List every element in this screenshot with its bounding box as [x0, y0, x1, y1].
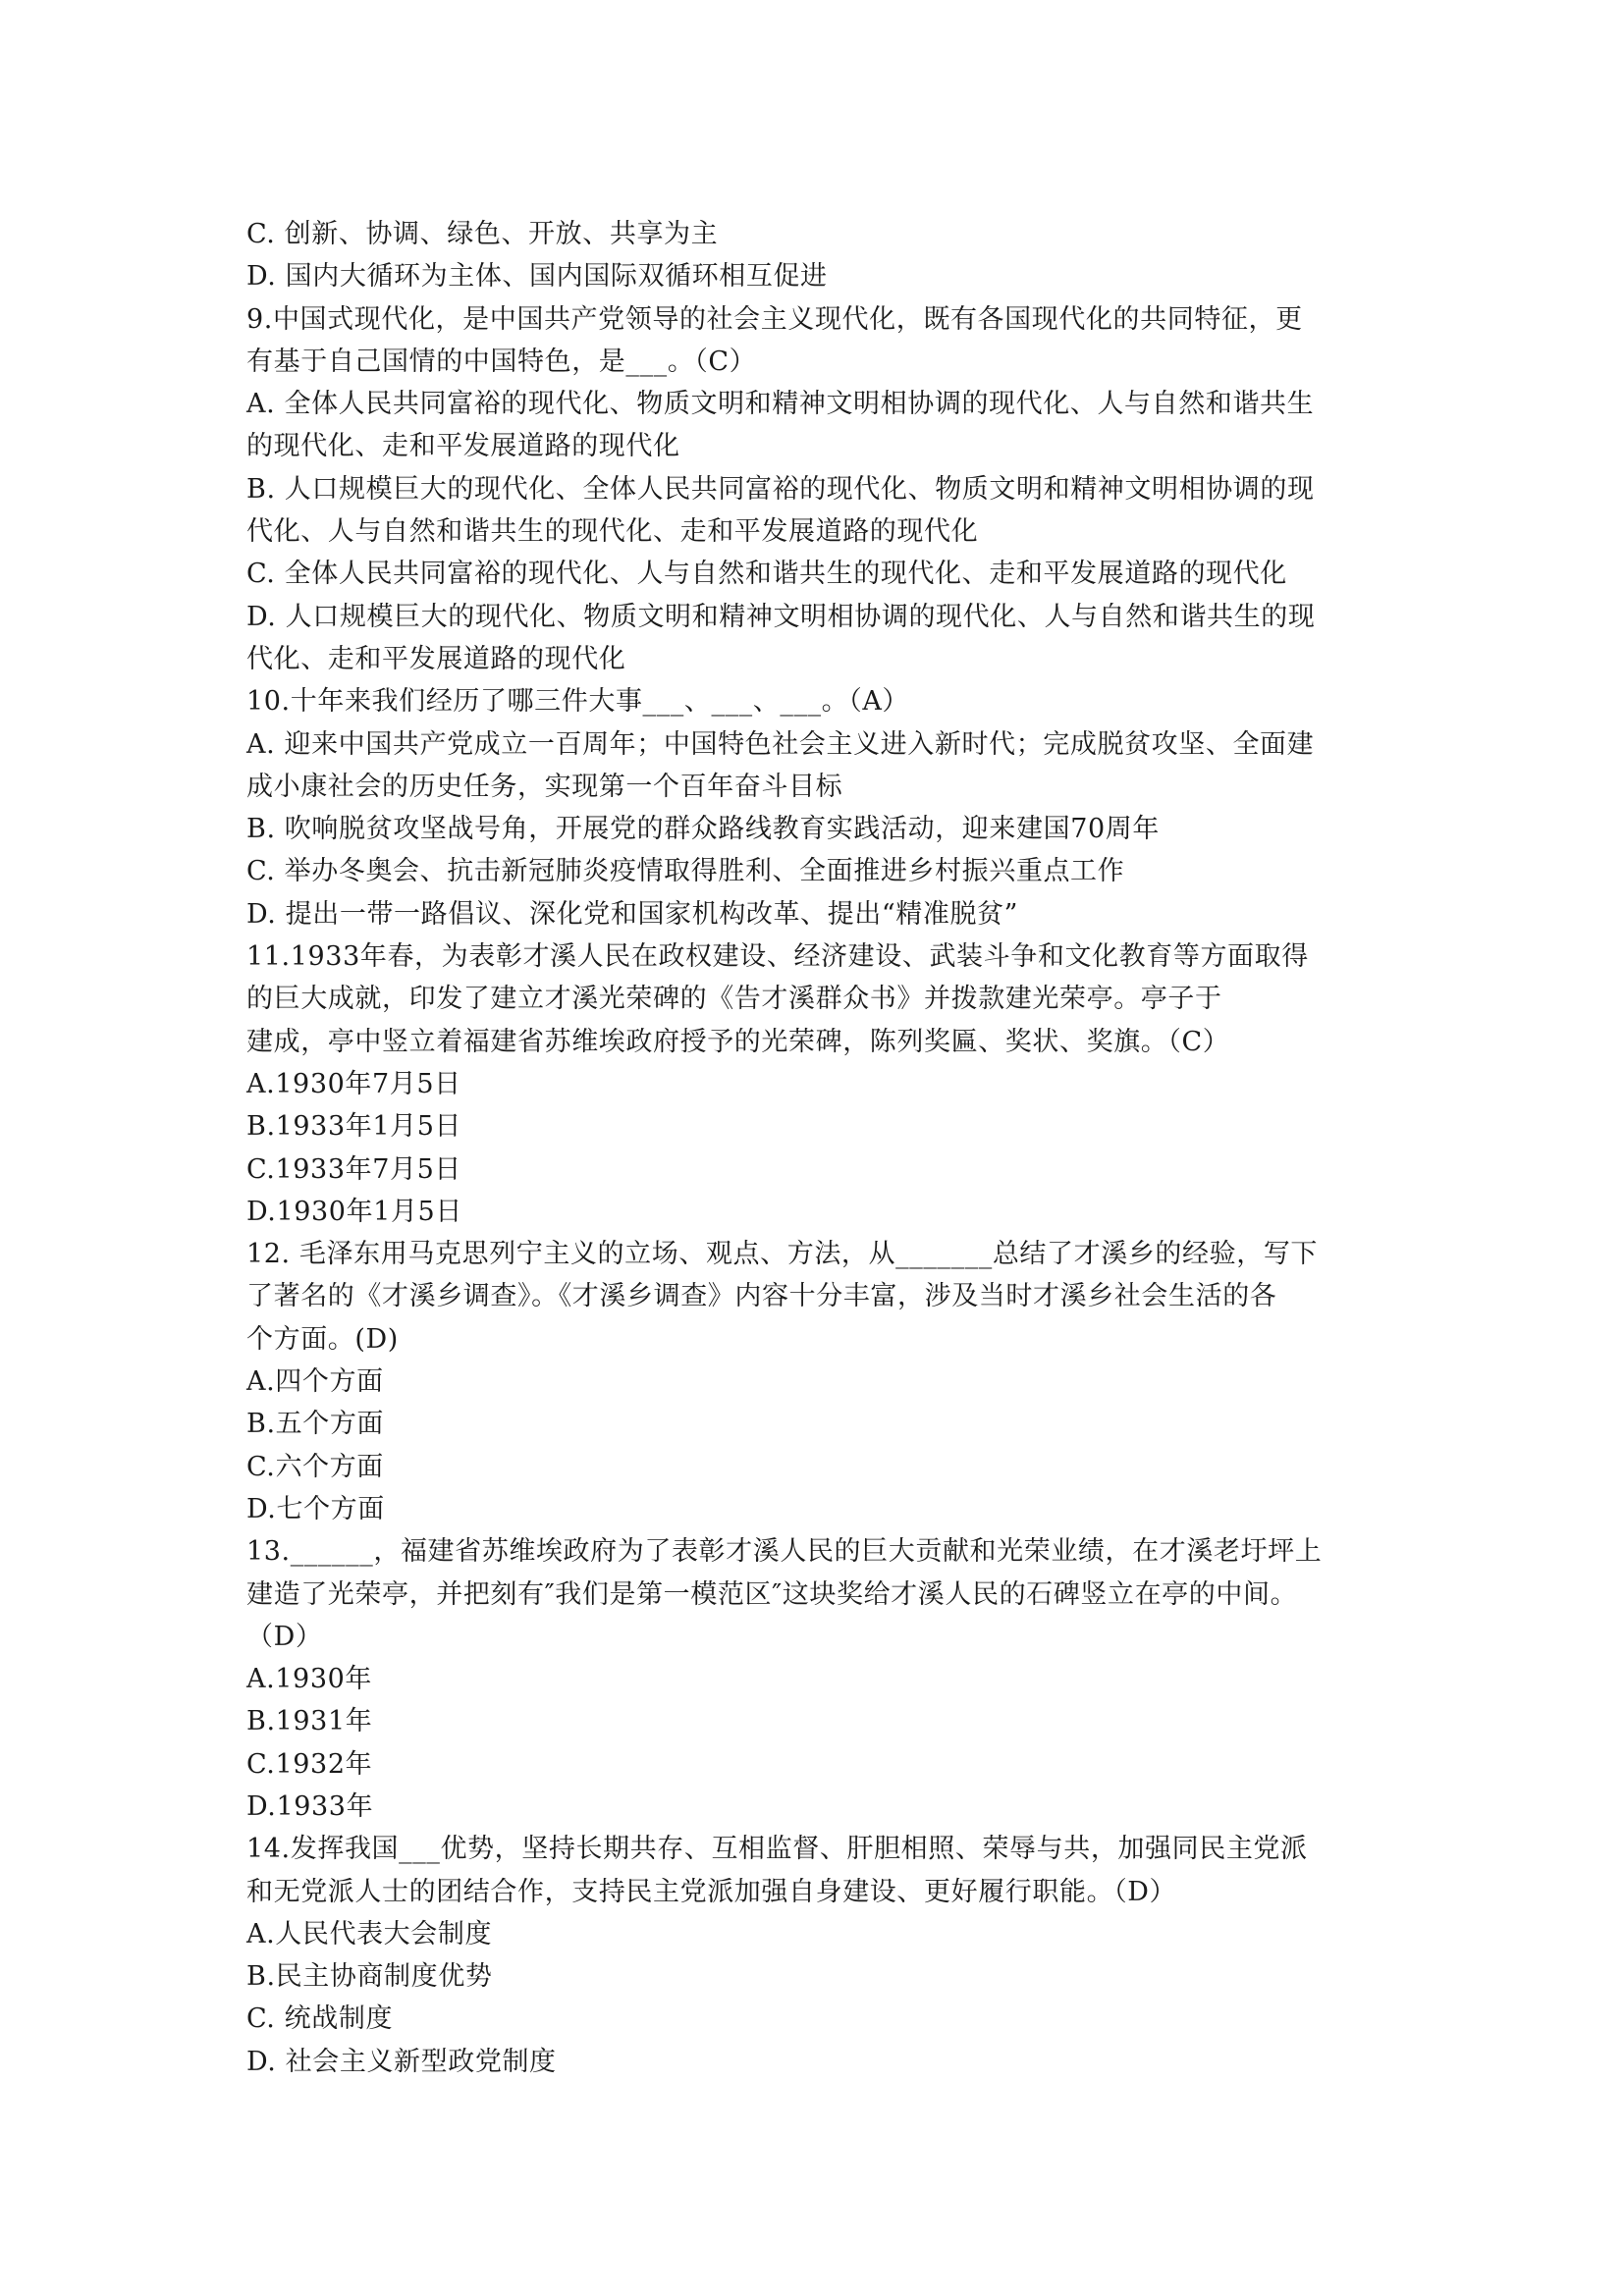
question-11-option-b: B.1933年1月5日: [246, 1111, 462, 1143]
question-12-option-d: D.七个方面: [246, 1493, 385, 1524]
question-11-option-a: A.1930年7月5日: [246, 1068, 461, 1099]
question-9-option-c: C. 全体人民共同富裕的现代化、人与自然和谐共生的现代化、走和平发展道路的现代化: [246, 559, 1287, 590]
question-13-option-d: D.1933年: [246, 1790, 374, 1822]
question-9-option-a: A. 全体人民共同富裕的现代化、物质文明和精神文明相协调的现代化、人与自然和谐共生: [246, 389, 1315, 420]
question-13-stem: 建造了光荣亭，并把刻有″我们是第一模范区″这块奖给才溪人民的石碑竖立在亭的中间。: [246, 1578, 1298, 1610]
question-12-option-b: B.五个方面: [246, 1409, 385, 1440]
question-9-stem: 9.中国式现代化，是中国共产党领导的社会主义现代化，既有各国现代化的共同特征，更: [246, 303, 1303, 335]
question-9-stem: 有基于自己国情的中国特色，是___。（C）: [246, 346, 757, 377]
question-12-option-c: C.六个方面: [246, 1451, 384, 1482]
question-13-option-b: B.1931年: [246, 1706, 373, 1737]
question-10-option-b: B. 吹响脱贫攻坚战号角，开展党的群众路线教育实践活动，迎来建国70周年: [246, 814, 1160, 845]
question-13-answer: （D）: [246, 1621, 323, 1652]
question-9-option-a: 的现代化、走和平发展道路的现代化: [246, 431, 680, 462]
question-9-option-b: B. 人口规模巨大的现代化、全体人民共同富裕的现代化、物质文明和精神文明相协调的现: [246, 473, 1315, 505]
question-10-option-d: D. 提出一带一路倡议、深化党和国家机构改革、提出“精准脱贫”: [246, 898, 1019, 930]
question-11-stem: 的巨大成就，印发了建立才溪光荣碑的《告才溪群众书》并拨款建光荣亭。亭子于: [246, 984, 1222, 1015]
text-line: C. 创新、协调、绿色、开放、共享为主: [246, 219, 719, 249]
question-9-option-b: 代化、人与自然和谐共生的现代化、走和平发展道路的现代化: [246, 516, 979, 548]
question-11-option-c: C.1933年7月5日: [246, 1153, 461, 1185]
question-12-stem: 个方面。(D): [246, 1323, 399, 1355]
question-14-stem: 14.发挥我国___优势，坚持长期共存、互相监督、肝胆相照、荣辱与共，加强同民主党派: [246, 1834, 1308, 1865]
question-14-stem: 和无党派人士的团结合作，支持民主党派加强自身建设、更好履行职能。（D）: [246, 1876, 1177, 1907]
question-13-stem: 13.______，福建省苏维埃政府为了表彰才溪人民的巨大贡献和光荣业绩，在才溪老圩坪上: [246, 1536, 1323, 1568]
question-11-stem: 建成，亭中竖立着福建省苏维埃政府授予的光荣碑，陈列奖匾、奖状、奖旗。（C）: [246, 1026, 1230, 1057]
question-9-option-d: 代化、走和平发展道路的现代化: [246, 643, 626, 674]
question-14-option-a: A.人民代表大会制度: [246, 1918, 493, 1949]
question-11-stem: 11.1933年春，为表彰才溪人民在政权建设、经济建设、武装斗争和文化教育等方面取得: [246, 941, 1309, 973]
question-13-option-c: C.1932年: [246, 1748, 373, 1780]
question-11-option-d: D.1930年1月5日: [246, 1196, 462, 1227]
question-9-option-d: D. 人口规模巨大的现代化、物质文明和精神文明相协调的现代化、人与自然和谐共生的现: [246, 601, 1316, 632]
question-10-stem: 10.十年来我们经历了哪三件大事___、___、___。（A）: [246, 686, 910, 718]
document-page: [246, 213, 1385, 2083]
question-12-stem: 了著名的《才溪乡调查》。《才溪乡调查》内容十分丰富，涉及当时才溪乡社会生活的各: [246, 1281, 1277, 1312]
text-line: D. 国内大循环为主体、国内国际双循环相互促进: [246, 261, 828, 293]
question-10-option-a: 成小康社会的历史任务，实现第一个百年奋斗目标: [246, 771, 843, 802]
question-14-option-c: C. 统战制度: [246, 2003, 394, 2035]
question-14-option-d: D. 社会主义新型政党制度: [246, 2046, 557, 2077]
question-14-option-b: B.民主协商制度优势: [246, 1961, 493, 1993]
question-13-option-a: A.1930年: [246, 1664, 372, 1695]
question-12-stem: 12. 毛泽东用马克思列宁主义的立场、观点、方法，从_______总结了才溪乡的经验，写下: [246, 1239, 1319, 1270]
question-10-option-c: C. 举办冬奥会、抗击新冠肺炎疫情取得胜利、全面推进乡村振兴重点工作: [246, 856, 1125, 887]
question-10-option-a: A. 迎来中国共产党成立一百周年；中国特色社会主义进入新时代；完成脱贫攻坚、全面建: [246, 728, 1315, 760]
question-12-option-a: A.四个方面: [246, 1366, 384, 1398]
